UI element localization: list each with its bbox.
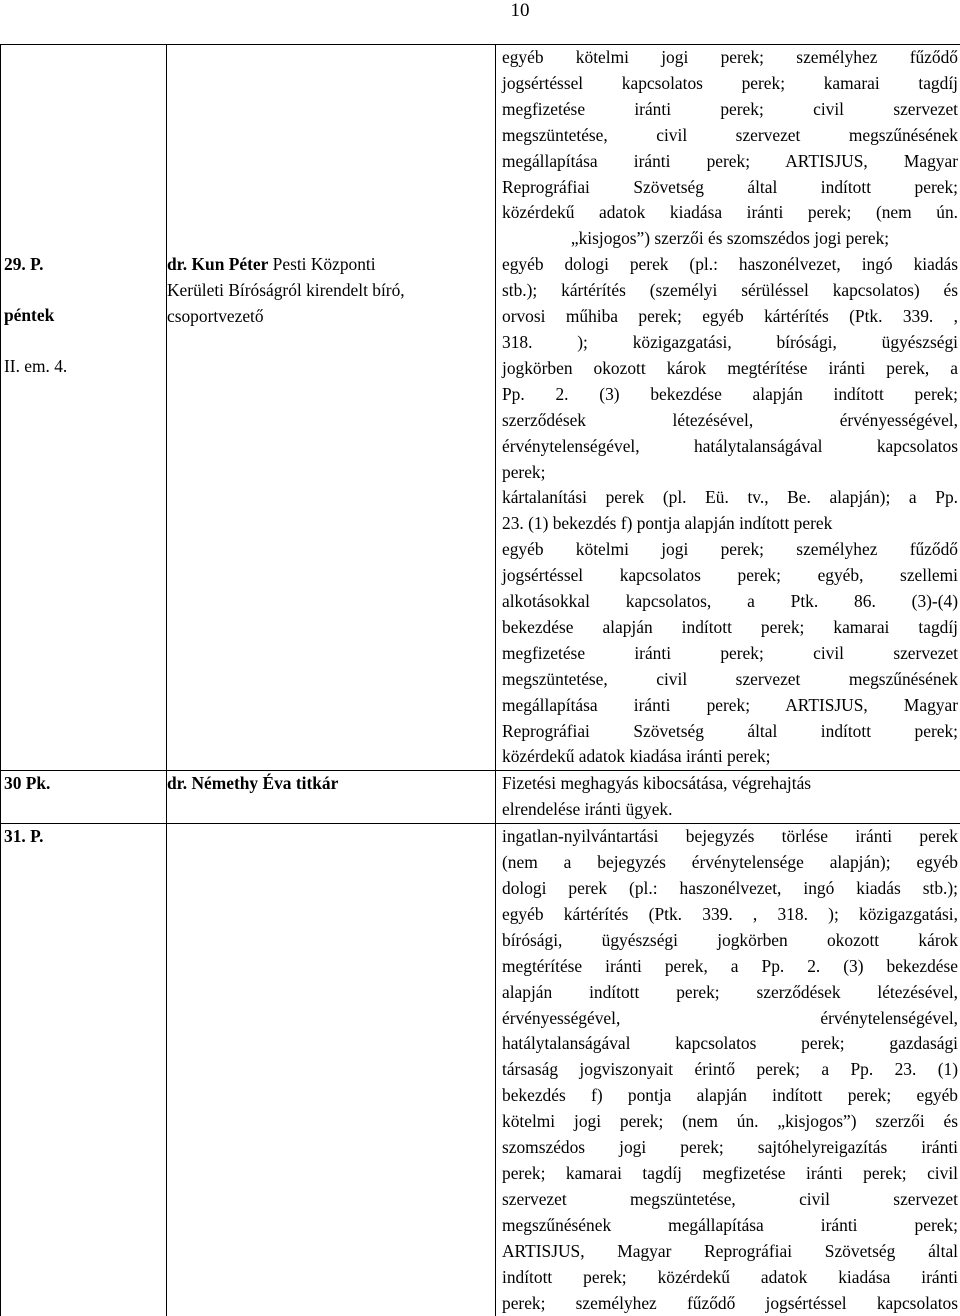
- text-line: bekezdés f) pontja alapján indított perek; egyéb: [502, 1083, 958, 1109]
- judge-prefix: dr.: [167, 254, 187, 274]
- text-line: egyéb kötelmi jogi perek; személyhez fűződő: [502, 45, 958, 71]
- judge-name: Kun Péter: [192, 254, 269, 274]
- text-line: egyéb dologi perek (pl.: haszonélvezet, ingó kiadás: [502, 252, 958, 278]
- text-line: perek;: [502, 460, 958, 486]
- text-line: szerződések létezésével, érvényességével,: [502, 408, 958, 434]
- text-line: 318. ); közigazgatási, bírósági, ügyészségi: [502, 330, 958, 356]
- panel-number: 30 Pk.: [4, 771, 166, 797]
- text-line: stb.); kártérítés (személyi sérüléssel kapcsolatos) és: [502, 278, 958, 304]
- text-line: kártalanítási perek (pl. Eü. tv., Be. alapján); a Pp.: [502, 485, 958, 511]
- panel-room: II. em. 4.: [4, 354, 166, 380]
- text-line: alkotásokkal kapcsolatos, a Ptk. 86. (3)-(4): [502, 589, 958, 615]
- text-line: jogsértéssel kapcsolatos perek; kamarai tagdíj: [502, 71, 958, 97]
- text-line: indított perek; közérdekű adatok kiadása iránti: [502, 1265, 958, 1291]
- text-line: Reprográfiai Szövetség által indított perek;: [502, 175, 958, 201]
- text-line: hatálytalanságával kapcsolatos perek; gazdasági: [502, 1031, 958, 1057]
- cell-case-types-continuation: [496, 45, 960, 253]
- text-line: megállapítása iránti perek; ARTISJUS, Magyar: [502, 149, 958, 175]
- text-line: dologi perek (pl.: haszonélvezet, ingó kiadás stb.);: [502, 876, 958, 902]
- cell-number-30: [1, 771, 167, 824]
- text-line: kötelmi jogi perek; (nem ún. „kisjogos”) szerzői és: [502, 1109, 958, 1135]
- text-line: „kisjogos”) szerzői és szomszédos jogi perek;: [502, 226, 958, 252]
- text-line: közérdekű adatok kiadása iránti perek;: [502, 744, 958, 770]
- text-line: perek; személyhez fűződő jogsértéssel kapcsolatos: [502, 1291, 958, 1316]
- text-line: Reprográfiai Szövetség által indított perek;: [502, 719, 958, 745]
- text-line: szomszédos jogi perek; sajtóhelyreigazítás iránti: [502, 1135, 958, 1161]
- text-line: 23. (1) bekezdés f) pontja alapján indított perek: [502, 511, 958, 537]
- text-line: (nem a bejegyzés érvénytelensége alapján); egyéb: [502, 850, 958, 876]
- panel-number: 31. P.: [4, 824, 166, 850]
- text-line: megfizetése iránti perek; civil szervezet: [502, 641, 958, 667]
- text-line: bírósági, ügyészségi jogkörben okozott károk: [502, 928, 958, 954]
- text-line: egyéb kártérítés (Ptk. 339. , 318. ); közigazgatási,: [502, 902, 958, 928]
- text-line: Fizetési meghagyás kibocsátása, végrehajtás: [502, 771, 958, 797]
- judge-line: Kerületi Bíróságról kirendelt bíró,: [167, 278, 495, 304]
- text-line: megszűnésének megállapítása iránti perek;: [502, 1213, 958, 1239]
- text-line: egyéb kötelmi jogi perek; személyhez fűződő: [502, 537, 958, 563]
- schedule-table: [0, 44, 960, 1316]
- text-line: alapján indított perek; szerződések létezésével,: [502, 980, 958, 1006]
- text-line: megfizetése iránti perek; civil szervezet: [502, 97, 958, 123]
- text-line: érvényességével, érvénytelenségével,: [502, 1006, 958, 1032]
- table-row-continuation: [1, 45, 960, 253]
- text-line: perek; kamarai tagdíj megfizetése iránti perek; civil: [502, 1161, 958, 1187]
- cell-case-types-30: [496, 771, 960, 824]
- table-row-30: [1, 771, 960, 824]
- table-row-31: [1, 824, 960, 1316]
- text-line: orvosi műhiba perek; egyéb kártérítés (Ptk. 339. ,: [502, 304, 958, 330]
- panel-number: 29. P.: [4, 252, 166, 278]
- panel-day: péntek: [4, 303, 166, 329]
- table-row-29: [1, 252, 960, 771]
- text-line: megszüntetése, civil szervezet megszűnésének: [502, 123, 958, 149]
- cell-case-types-31: [496, 824, 960, 1316]
- text-line: bekezdése alapján indított perek; kamarai tagdíj: [502, 615, 958, 641]
- text-line: ARTISJUS, Magyar Reprográfiai Szövetség által: [502, 1239, 958, 1265]
- text-line: jogsértéssel kapcsolatos perek; egyéb, szellemi: [502, 563, 958, 589]
- cell-judge-empty: [167, 45, 496, 253]
- page-number: 10: [500, 0, 540, 22]
- cell-number-empty: [1, 45, 167, 253]
- text-line: megtérítése iránti perek, a Pp. 2. (3) bekezdése: [502, 954, 958, 980]
- text-line: érvénytelenségével, hatálytalanságával kapcsolatos: [502, 434, 958, 460]
- text-line: elrendelése iránti ügyek.: [502, 797, 958, 823]
- text-line: szervezet megszüntetése, civil szervezet: [502, 1187, 958, 1213]
- cell-judge-31: [167, 824, 496, 1316]
- text-line: megszüntetése, civil szervezet megszűnésének: [502, 667, 958, 693]
- cell-number-29: [1, 252, 167, 771]
- text-line: jogkörben okozott károk megtérítése iránti perek, a: [502, 356, 958, 382]
- text-line: Pp. 2. (3) bekezdése alapján indított perek;: [502, 382, 958, 408]
- judge-court: Pesti Központi: [273, 254, 376, 274]
- text-line: ingatlan-nyilvántartási bejegyzés törlése iránti perek: [502, 824, 958, 850]
- judge-name: dr. Némethy Éva titkár: [167, 771, 495, 797]
- text-line: társaság jogviszonyait érintő perek; a Pp. 23. (1): [502, 1057, 958, 1083]
- cell-judge-29: [167, 252, 496, 771]
- cell-case-types-29: [496, 252, 960, 771]
- text-line: közérdekű adatok kiadása iránti perek; (nem ún.: [502, 200, 958, 226]
- cell-judge-30: [167, 771, 496, 824]
- text-line: megállapítása iránti perek; ARTISJUS, Magyar: [502, 693, 958, 719]
- judge-line: [167, 252, 495, 278]
- judge-line: csoportvezető: [167, 304, 495, 330]
- cell-number-31: [1, 824, 167, 1316]
